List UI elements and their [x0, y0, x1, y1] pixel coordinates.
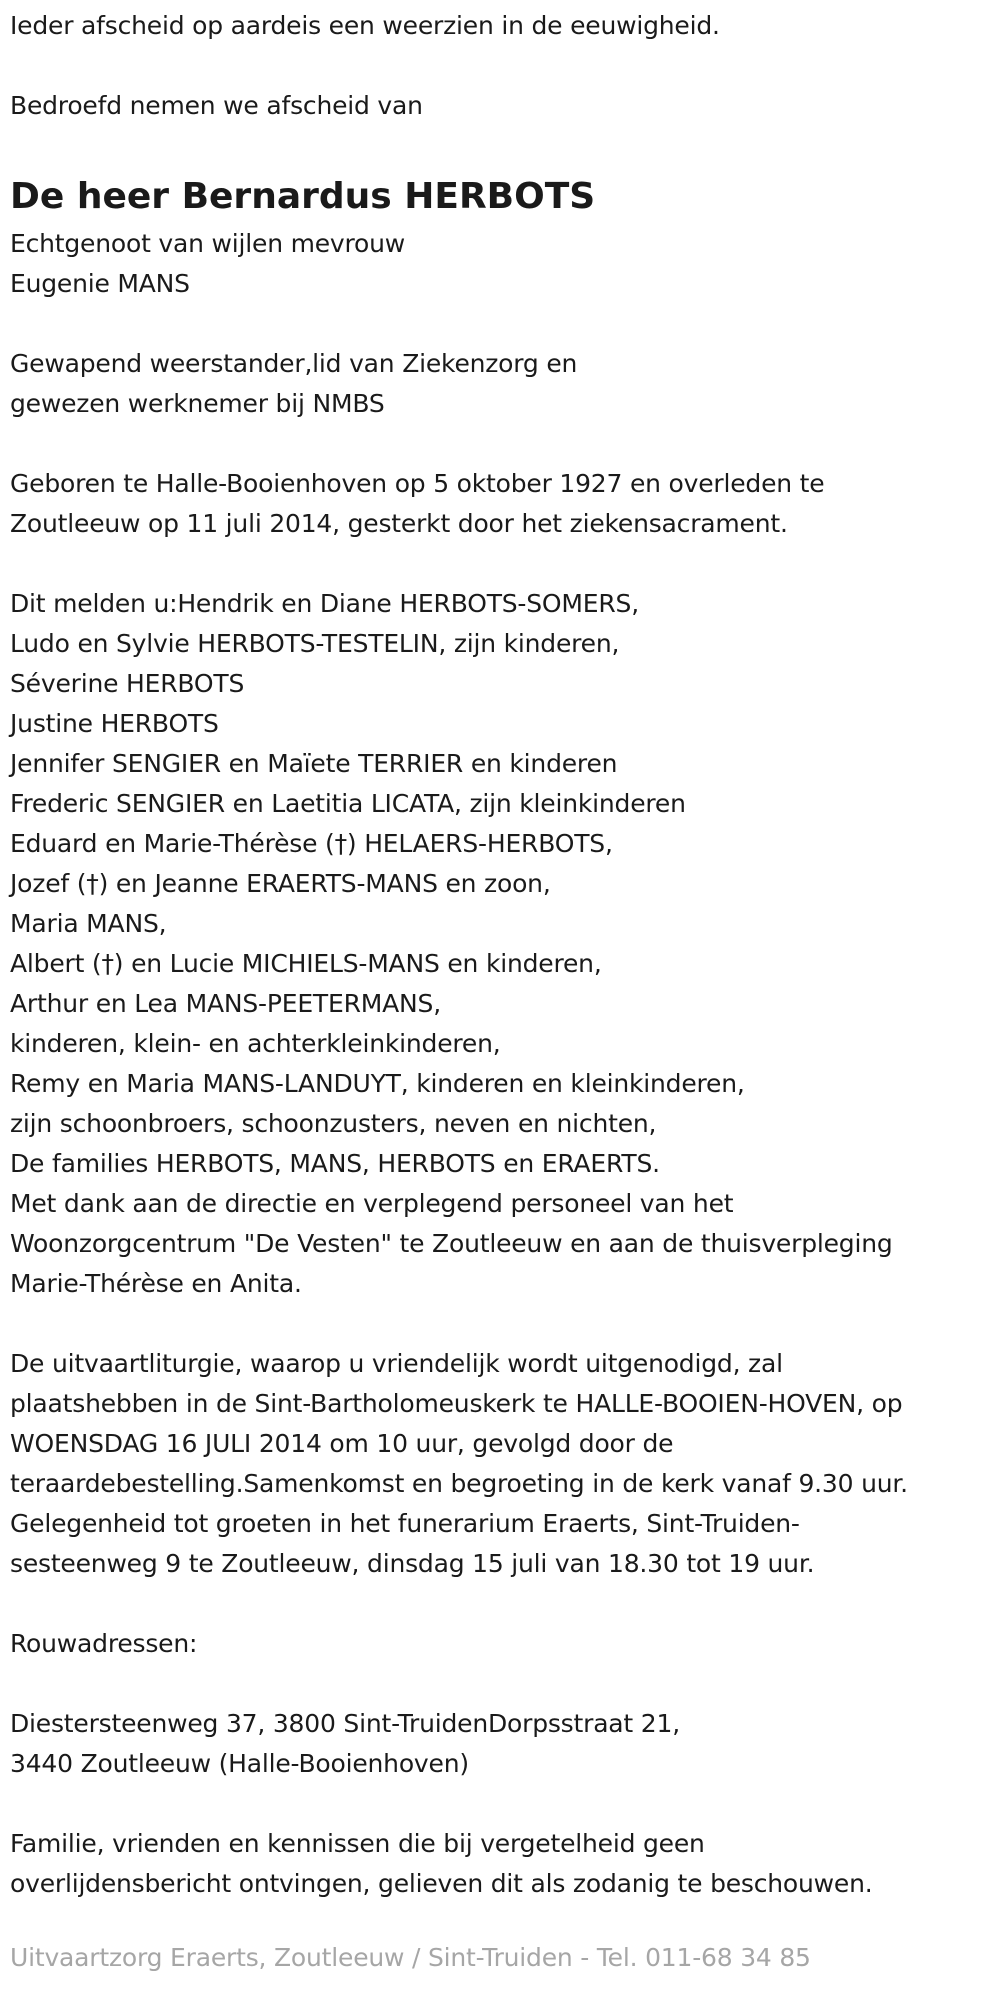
- funeral-home-footer: Uitvaartzorg Eraerts, Zoutleeuw / Sint-Truiden - Tel. 011-68 34 85: [10, 1943, 811, 1972]
- family-line: Jennifer SENGIER en Maïete TERRIER en kinderen: [10, 749, 618, 778]
- family-line: Marie-Thérèse en Anita.: [10, 1269, 302, 1298]
- motto-text: Ieder afscheid op aardeis een weerzien in de eeuwigheid.: [10, 11, 720, 40]
- family-line: zijn schoonbroers, schoonzusters, neven en nichten,: [10, 1109, 657, 1138]
- family-line: kinderen, klein- en achterkleinkinderen,: [10, 1029, 501, 1058]
- family-line: Dit melden u:Hendrik en Diane HERBOTS-SOMERS,: [10, 589, 639, 618]
- birth-death-line: Zoutleeuw op 11 juli 2014, gesterkt door het ziekensacrament.: [10, 509, 788, 538]
- spouse-line: Echtgenoot van wijlen mevrouw: [10, 229, 406, 258]
- deceased-name: De heer Bernardus HERBOTS: [10, 176, 596, 217]
- funeral-details: [10, 1344, 995, 1584]
- obituary-notice: [10, 6, 995, 1904]
- biography-line: gewezen werknemer bij NMBS: [10, 389, 385, 418]
- family-line: Arthur en Lea MANS-PEETERMANS,: [10, 989, 441, 1018]
- announcement-text: Bedroefd nemen we afscheid van: [10, 91, 423, 120]
- address-line: 3440 Zoutleeuw (Halle-Booienhoven): [10, 1749, 469, 1778]
- birth-death-line: Geboren te Halle-Booienhoven op 5 oktober 1927 en overleden te: [10, 469, 825, 498]
- spouse-line: Eugenie MANS: [10, 269, 190, 298]
- family-line: Jozef (†) en Jeanne ERAERTS-MANS en zoon,: [10, 869, 551, 898]
- family-line: Woonzorgcentrum "De Vesten" te Zoutleeuw en aan de thuisverpleging: [10, 1229, 893, 1258]
- spacer: [10, 544, 995, 584]
- funeral-line: WOENSDAG 16 JULI 2014 om 10 uur, gevolgd door de: [10, 1429, 674, 1458]
- biography-line: Gewapend weerstander,lid van Ziekenzorg en: [10, 349, 578, 378]
- spacer: [10, 1304, 995, 1344]
- family-line: De families HERBOTS, MANS, HERBOTS en ERAERTS.: [10, 1149, 660, 1178]
- funeral-line: Gelegenheid tot groeten in het funerarium Eraerts, Sint-Truiden-: [10, 1509, 800, 1538]
- family-line: Ludo en Sylvie HERBOTS-TESTELIN, zijn kinderen,: [10, 629, 620, 658]
- spacer: [10, 424, 995, 464]
- spacer: [10, 1584, 995, 1624]
- family-line: Met dank aan de directie en verplegend personeel van het: [10, 1189, 734, 1218]
- family-line: Albert (†) en Lucie MICHIELS-MANS en kinderen,: [10, 949, 602, 978]
- funeral-line: sesteenweg 9 te Zoutleeuw, dinsdag 15 juli van 18.30 tot 19 uur.: [10, 1549, 815, 1578]
- spacer: [10, 1664, 995, 1704]
- spacer: [10, 46, 995, 86]
- funeral-line: teraardebestelling.Samenkomst en begroeting in de kerk vanaf 9.30 uur.: [10, 1469, 908, 1498]
- family-line: Maria MANS,: [10, 909, 167, 938]
- family-line: Justine HERBOTS: [10, 709, 219, 738]
- family-line: Eduard en Marie-Thérèse (†) HELAERS-HERBOTS,: [10, 829, 613, 858]
- family-list: [10, 584, 995, 1304]
- funeral-line: De uitvaartliturgie, waarop u vriendelijk wordt uitgenodigd, zal: [10, 1349, 783, 1378]
- spacer: [10, 304, 995, 344]
- closing-line: overlijdensbericht ontvingen, gelieven dit als zodanig te beschouwen.: [10, 1869, 873, 1898]
- family-line: Séverine HERBOTS: [10, 669, 245, 698]
- spacer: [10, 1784, 995, 1824]
- family-line: Frederic SENGIER en Laetitia LICATA, zijn kleinkinderen: [10, 789, 686, 818]
- closing-line: Familie, vrienden en kennissen die bij vergetelheid geen: [10, 1829, 705, 1858]
- address-line: Diestersteenweg 37, 3800 Sint-TruidenDorpsstraat 21,: [10, 1709, 680, 1738]
- funeral-line: plaatshebben in de Sint-Bartholomeuskerk te HALLE-BOOIEN-HOVEN, op: [10, 1389, 903, 1418]
- family-line: Remy en Maria MANS-LANDUYT, kinderen en kleinkinderen,: [10, 1069, 745, 1098]
- spacer: [10, 126, 995, 166]
- addresses-heading: Rouwadressen:: [10, 1629, 198, 1658]
